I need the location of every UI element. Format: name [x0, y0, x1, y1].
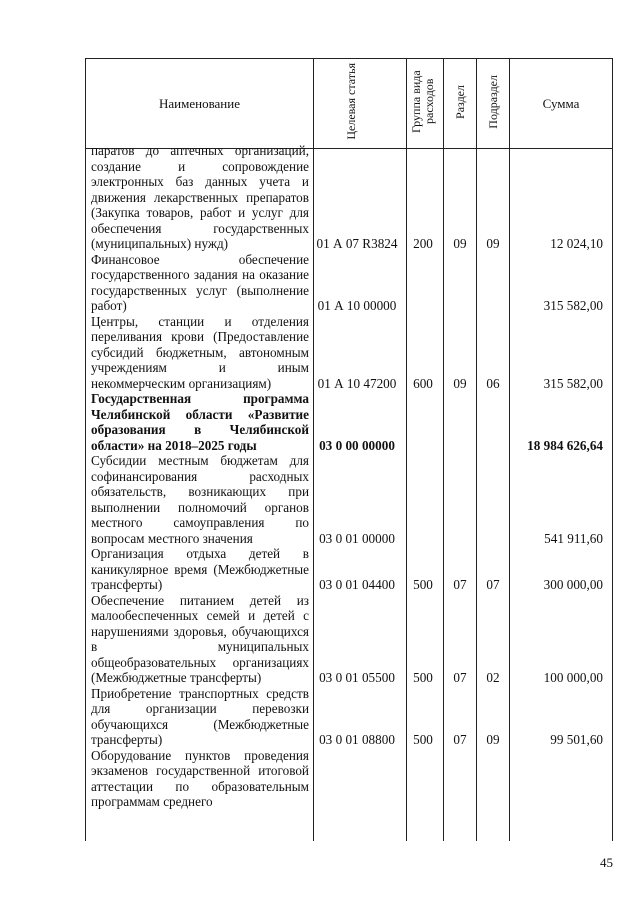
row-expense-group: 500	[413, 577, 433, 592]
table-row	[85, 453, 612, 546]
table-row	[85, 143, 612, 252]
row-name: Приобретение транспортных средств для организации перевозки обучающихся (Межбюджетные трансферты)	[91, 685, 309, 747]
header-sum: Сумма	[510, 59, 613, 149]
table-row	[85, 748, 612, 810]
header-expense-group: Группа вида расходов	[407, 59, 444, 149]
row-sum: 315 582,00	[543, 375, 603, 391]
row-subsection: 09	[486, 236, 500, 251]
row-target-article: 01 А 10 47200	[317, 375, 397, 391]
row-expense-group: 500	[413, 732, 433, 747]
row-target-article: 03 0 00 00000	[319, 437, 395, 453]
row-section: 09	[453, 375, 467, 391]
row-target-article: 01 А 07 R3824	[316, 236, 398, 251]
row-target-article: 03 0 01 04400	[319, 577, 395, 592]
row-expense-group: 600	[413, 375, 433, 391]
row-target-article: 01 А 10 00000	[317, 298, 397, 313]
row-subsection: 09	[486, 732, 500, 747]
row-section: 07	[453, 732, 467, 747]
row-section: 07	[453, 577, 467, 592]
table-row	[85, 546, 612, 593]
row-name: Центры, станции и отделения переливания крови (Предоставление субсидий бюджетным, автономным учреждениям и иным некоммерческим организациям)	[91, 313, 309, 391]
row-sum: 300 000,00	[543, 577, 603, 592]
row-sum: 12 024,10	[550, 236, 603, 251]
row-expense-group: 200	[413, 236, 433, 251]
row-section: 07	[453, 670, 467, 685]
header-target-article: Целевая статья	[314, 59, 407, 149]
row-target-article: 03 0 01 00000	[319, 530, 395, 546]
row-subsection: 06	[486, 375, 500, 391]
row-name: Финансовое обеспечение государственного задания на оказание государственных услуг (выполнение работ)	[91, 251, 309, 313]
row-target-article: 03 0 01 05500	[319, 670, 395, 685]
row-subsection: 07	[486, 577, 500, 592]
row-target-article: 03 0 01 08800	[319, 732, 395, 747]
header-subsection: Подраздел	[477, 59, 510, 149]
row-name: паратов до аптечных организаций, создание и сопровождение электронных баз данных учета и движения лекарственных препаратов (Закупка товаров, работ и услуг для обеспечения государственных (муниципальных) нужд)	[91, 143, 309, 251]
row-name: Государственная программа Челябинской области «Развитие образования в Челябинской области» на 2018–2025 годы	[91, 391, 309, 453]
table-row	[85, 391, 612, 453]
row-sum: 100 000,00	[543, 670, 603, 685]
row-sum: 315 582,00	[543, 298, 603, 313]
header-section: Раздел	[444, 59, 477, 149]
row-sum: 18 984 626,64	[527, 437, 603, 453]
row-expense-group: 500	[413, 670, 433, 685]
row-section: 09	[453, 236, 467, 251]
row-name: Организация отдыха детей в каникулярное время (Межбюджетные трансферты)	[91, 546, 309, 592]
page-number: 45	[600, 855, 613, 870]
table-row	[85, 593, 612, 686]
row-subsection: 02	[486, 670, 500, 685]
row-name: Субсидии местным бюджетам для софинансирования расходных обязательств, возникающих при выполнении полномочий органов местного самоуправления по вопросам местного значения	[91, 453, 309, 546]
row-name: Оборудование пунктов проведения экзаменов государственной итоговой аттестации по образовательным программам среднего	[91, 747, 309, 809]
table-row	[85, 314, 612, 392]
row-sum: 99 501,60	[550, 732, 603, 747]
row-name: Обеспечение питанием детей из малообеспеченных семей и детей с нарушениями здоровья, обучающихся в муниципальных общеобразовательных организациях (Межбюджетные трансферты)	[91, 592, 309, 685]
table-header-row	[86, 59, 613, 149]
table-row	[85, 686, 612, 748]
header-name: Наименование	[86, 59, 314, 149]
row-sum: 541 911,60	[544, 530, 603, 546]
table-row	[85, 252, 612, 314]
